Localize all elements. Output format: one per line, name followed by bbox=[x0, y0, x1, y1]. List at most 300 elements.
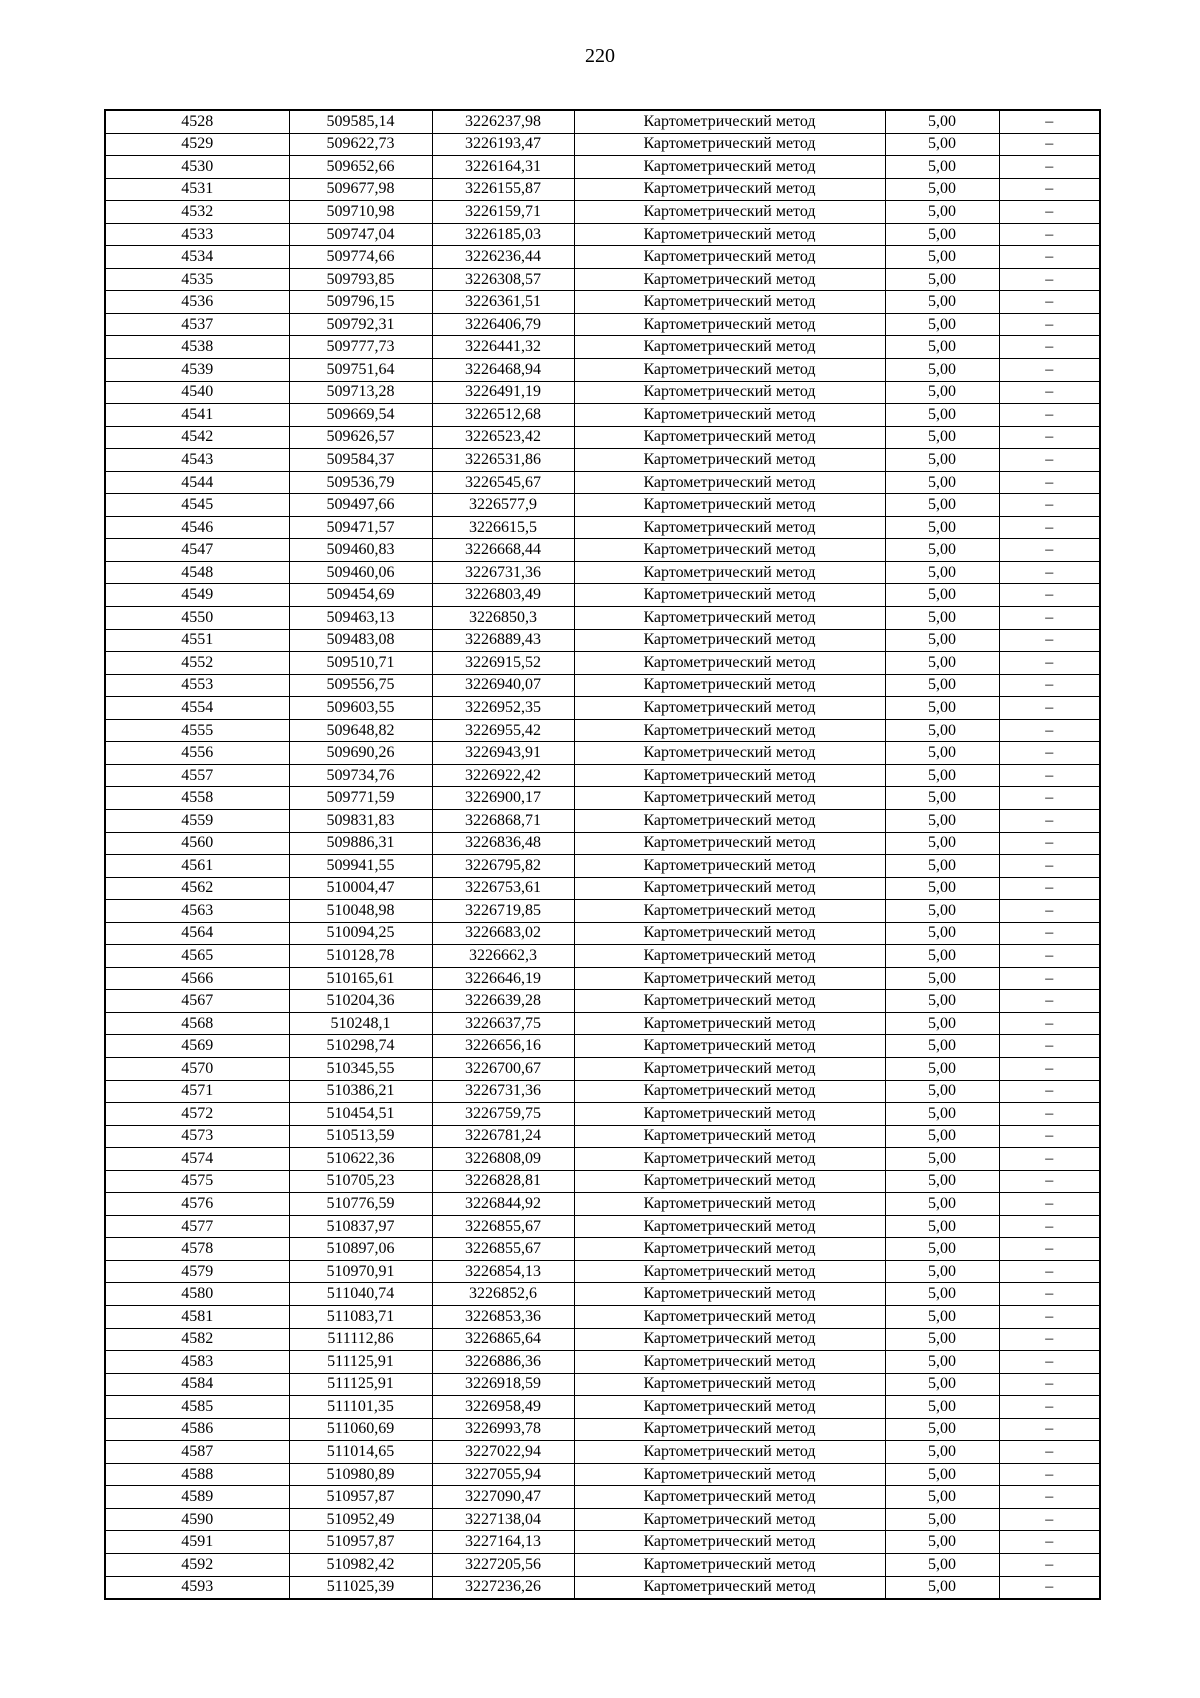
y-coordinate-cell: 3226155,87 bbox=[432, 178, 574, 201]
y-coordinate-cell: 3226836,48 bbox=[432, 832, 574, 855]
table-row bbox=[105, 809, 1100, 832]
y-coordinate-cell: 3226441,32 bbox=[432, 336, 574, 359]
point-number-cell: 4535 bbox=[105, 268, 289, 291]
description-cell: – bbox=[999, 381, 1100, 404]
y-coordinate-cell: 3226759,75 bbox=[432, 1103, 574, 1126]
accuracy-cell: 5,00 bbox=[885, 1305, 999, 1328]
accuracy-cell: 5,00 bbox=[885, 426, 999, 449]
x-coordinate-cell: 509771,59 bbox=[289, 787, 432, 810]
point-number-cell: 4589 bbox=[105, 1486, 289, 1509]
accuracy-cell: 5,00 bbox=[885, 471, 999, 494]
table-row bbox=[105, 1418, 1100, 1441]
description-cell: – bbox=[999, 855, 1100, 878]
x-coordinate-cell: 509886,31 bbox=[289, 832, 432, 855]
point-number-cell: 4583 bbox=[105, 1351, 289, 1374]
description-cell: – bbox=[999, 359, 1100, 382]
description-cell: – bbox=[999, 110, 1100, 133]
accuracy-cell: 5,00 bbox=[885, 359, 999, 382]
accuracy-cell: 5,00 bbox=[885, 494, 999, 517]
method-cell: Картометрический метод bbox=[574, 1305, 885, 1328]
accuracy-cell: 5,00 bbox=[885, 1125, 999, 1148]
method-cell: Картометрический метод bbox=[574, 674, 885, 697]
method-cell: Картометрический метод bbox=[574, 494, 885, 517]
method-cell: Картометрический метод bbox=[574, 110, 885, 133]
method-cell: Картометрический метод bbox=[574, 471, 885, 494]
accuracy-cell: 5,00 bbox=[885, 719, 999, 742]
description-cell: – bbox=[999, 1035, 1100, 1058]
point-number-cell: 4588 bbox=[105, 1463, 289, 1486]
point-number-cell: 4579 bbox=[105, 1260, 289, 1283]
y-coordinate-cell: 3226854,13 bbox=[432, 1260, 574, 1283]
accuracy-cell: 5,00 bbox=[885, 697, 999, 720]
accuracy-cell: 5,00 bbox=[885, 1576, 999, 1599]
accuracy-cell: 5,00 bbox=[885, 967, 999, 990]
y-coordinate-cell: 3226828,81 bbox=[432, 1170, 574, 1193]
x-coordinate-cell: 509796,15 bbox=[289, 291, 432, 314]
description-cell: – bbox=[999, 1418, 1100, 1441]
accuracy-cell: 5,00 bbox=[885, 990, 999, 1013]
y-coordinate-cell: 3226940,07 bbox=[432, 674, 574, 697]
point-number-cell: 4559 bbox=[105, 809, 289, 832]
table-row bbox=[105, 764, 1100, 787]
method-cell: Картометрический метод bbox=[574, 1170, 885, 1193]
method-cell: Картометрический метод bbox=[574, 900, 885, 923]
description-cell: – bbox=[999, 652, 1100, 675]
y-coordinate-cell: 3226185,03 bbox=[432, 223, 574, 246]
accuracy-cell: 5,00 bbox=[885, 449, 999, 472]
x-coordinate-cell: 511025,39 bbox=[289, 1576, 432, 1599]
table-row bbox=[105, 832, 1100, 855]
y-coordinate-cell: 3226668,44 bbox=[432, 539, 574, 562]
point-number-cell: 4548 bbox=[105, 561, 289, 584]
y-coordinate-cell: 3226193,47 bbox=[432, 133, 574, 156]
description-cell: – bbox=[999, 1283, 1100, 1306]
point-number-cell: 4540 bbox=[105, 381, 289, 404]
table-row bbox=[105, 742, 1100, 765]
accuracy-cell: 5,00 bbox=[885, 133, 999, 156]
accuracy-cell: 5,00 bbox=[885, 313, 999, 336]
description-cell: – bbox=[999, 1463, 1100, 1486]
point-number-cell: 4556 bbox=[105, 742, 289, 765]
point-number-cell: 4533 bbox=[105, 223, 289, 246]
description-cell: – bbox=[999, 990, 1100, 1013]
x-coordinate-cell: 509690,26 bbox=[289, 742, 432, 765]
method-cell: Картометрический метод bbox=[574, 539, 885, 562]
point-number-cell: 4552 bbox=[105, 652, 289, 675]
point-number-cell: 4555 bbox=[105, 719, 289, 742]
y-coordinate-cell: 3226850,3 bbox=[432, 607, 574, 630]
accuracy-cell: 5,00 bbox=[885, 922, 999, 945]
description-cell: – bbox=[999, 1576, 1100, 1599]
description-cell: – bbox=[999, 246, 1100, 269]
y-coordinate-cell: 3226855,67 bbox=[432, 1215, 574, 1238]
y-coordinate-cell: 3226886,36 bbox=[432, 1351, 574, 1374]
x-coordinate-cell: 509454,69 bbox=[289, 584, 432, 607]
x-coordinate-cell: 509584,37 bbox=[289, 449, 432, 472]
point-number-cell: 4567 bbox=[105, 990, 289, 1013]
point-number-cell: 4584 bbox=[105, 1373, 289, 1396]
point-number-cell: 4528 bbox=[105, 110, 289, 133]
description-cell: – bbox=[999, 742, 1100, 765]
accuracy-cell: 5,00 bbox=[885, 1012, 999, 1035]
x-coordinate-cell: 510204,36 bbox=[289, 990, 432, 1013]
accuracy-cell: 5,00 bbox=[885, 1238, 999, 1261]
point-number-cell: 4585 bbox=[105, 1396, 289, 1419]
table-row bbox=[105, 697, 1100, 720]
accuracy-cell: 5,00 bbox=[885, 1215, 999, 1238]
description-cell: – bbox=[999, 1193, 1100, 1216]
point-number-cell: 4539 bbox=[105, 359, 289, 382]
coordinates-table bbox=[104, 109, 1101, 1600]
accuracy-cell: 5,00 bbox=[885, 268, 999, 291]
table-row bbox=[105, 516, 1100, 539]
method-cell: Картометрический метод bbox=[574, 1080, 885, 1103]
description-cell: – bbox=[999, 404, 1100, 427]
accuracy-cell: 5,00 bbox=[885, 1260, 999, 1283]
x-coordinate-cell: 509556,75 bbox=[289, 674, 432, 697]
accuracy-cell: 5,00 bbox=[885, 1486, 999, 1509]
table-row bbox=[105, 1305, 1100, 1328]
point-number-cell: 4563 bbox=[105, 900, 289, 923]
table-row bbox=[105, 449, 1100, 472]
point-number-cell: 4545 bbox=[105, 494, 289, 517]
table-row bbox=[105, 1463, 1100, 1486]
description-cell: – bbox=[999, 1012, 1100, 1035]
table-row bbox=[105, 1441, 1100, 1464]
point-number-cell: 4558 bbox=[105, 787, 289, 810]
x-coordinate-cell: 510094,25 bbox=[289, 922, 432, 945]
description-cell: – bbox=[999, 607, 1100, 630]
table-row bbox=[105, 967, 1100, 990]
x-coordinate-cell: 510957,87 bbox=[289, 1486, 432, 1509]
table-row bbox=[105, 607, 1100, 630]
method-cell: Картометрический метод bbox=[574, 629, 885, 652]
table-row bbox=[105, 629, 1100, 652]
accuracy-cell: 5,00 bbox=[885, 539, 999, 562]
method-cell: Картометрический метод bbox=[574, 246, 885, 269]
method-cell: Картометрический метод bbox=[574, 1238, 885, 1261]
method-cell: Картометрический метод bbox=[574, 1148, 885, 1171]
x-coordinate-cell: 509460,83 bbox=[289, 539, 432, 562]
accuracy-cell: 5,00 bbox=[885, 877, 999, 900]
x-coordinate-cell: 509536,79 bbox=[289, 471, 432, 494]
accuracy-cell: 5,00 bbox=[885, 1328, 999, 1351]
accuracy-cell: 5,00 bbox=[885, 381, 999, 404]
y-coordinate-cell: 3227205,56 bbox=[432, 1554, 574, 1577]
point-number-cell: 4543 bbox=[105, 449, 289, 472]
method-cell: Картометрический метод bbox=[574, 1125, 885, 1148]
x-coordinate-cell: 510897,06 bbox=[289, 1238, 432, 1261]
accuracy-cell: 5,00 bbox=[885, 674, 999, 697]
x-coordinate-cell: 509792,31 bbox=[289, 313, 432, 336]
accuracy-cell: 5,00 bbox=[885, 1283, 999, 1306]
table-row bbox=[105, 1508, 1100, 1531]
x-coordinate-cell: 510980,89 bbox=[289, 1463, 432, 1486]
accuracy-cell: 5,00 bbox=[885, 1508, 999, 1531]
x-coordinate-cell: 509710,98 bbox=[289, 201, 432, 224]
x-coordinate-cell: 509510,71 bbox=[289, 652, 432, 675]
description-cell: – bbox=[999, 1441, 1100, 1464]
point-number-cell: 4564 bbox=[105, 922, 289, 945]
y-coordinate-cell: 3226803,49 bbox=[432, 584, 574, 607]
table-row bbox=[105, 110, 1100, 133]
y-coordinate-cell: 3226868,71 bbox=[432, 809, 574, 832]
y-coordinate-cell: 3226900,17 bbox=[432, 787, 574, 810]
x-coordinate-cell: 509497,66 bbox=[289, 494, 432, 517]
accuracy-cell: 5,00 bbox=[885, 1351, 999, 1374]
x-coordinate-cell: 511101,35 bbox=[289, 1396, 432, 1419]
accuracy-cell: 5,00 bbox=[885, 404, 999, 427]
point-number-cell: 4546 bbox=[105, 516, 289, 539]
x-coordinate-cell: 509793,85 bbox=[289, 268, 432, 291]
description-cell: – bbox=[999, 1486, 1100, 1509]
y-coordinate-cell: 3226237,98 bbox=[432, 110, 574, 133]
x-coordinate-cell: 509669,54 bbox=[289, 404, 432, 427]
accuracy-cell: 5,00 bbox=[885, 652, 999, 675]
x-coordinate-cell: 510248,1 bbox=[289, 1012, 432, 1035]
accuracy-cell: 5,00 bbox=[885, 246, 999, 269]
table-row bbox=[105, 1215, 1100, 1238]
table-row bbox=[105, 359, 1100, 382]
method-cell: Картометрический метод bbox=[574, 742, 885, 765]
x-coordinate-cell: 509774,66 bbox=[289, 246, 432, 269]
description-cell: – bbox=[999, 561, 1100, 584]
point-number-cell: 4580 bbox=[105, 1283, 289, 1306]
y-coordinate-cell: 3226491,19 bbox=[432, 381, 574, 404]
table-row bbox=[105, 1486, 1100, 1509]
point-number-cell: 4586 bbox=[105, 1418, 289, 1441]
y-coordinate-cell: 3226731,36 bbox=[432, 561, 574, 584]
method-cell: Картометрический метод bbox=[574, 1441, 885, 1464]
x-coordinate-cell: 509734,76 bbox=[289, 764, 432, 787]
point-number-cell: 4582 bbox=[105, 1328, 289, 1351]
accuracy-cell: 5,00 bbox=[885, 742, 999, 765]
table-row bbox=[105, 539, 1100, 562]
table-row bbox=[105, 990, 1100, 1013]
accuracy-cell: 5,00 bbox=[885, 764, 999, 787]
table-row bbox=[105, 426, 1100, 449]
y-coordinate-cell: 3226731,36 bbox=[432, 1080, 574, 1103]
method-cell: Картометрический метод bbox=[574, 832, 885, 855]
y-coordinate-cell: 3226958,49 bbox=[432, 1396, 574, 1419]
page-number: 220 bbox=[585, 45, 615, 67]
method-cell: Картометрический метод bbox=[574, 201, 885, 224]
table-row bbox=[105, 945, 1100, 968]
method-cell: Картометрический метод bbox=[574, 1057, 885, 1080]
description-cell: – bbox=[999, 922, 1100, 945]
x-coordinate-cell: 511040,74 bbox=[289, 1283, 432, 1306]
point-number-cell: 4544 bbox=[105, 471, 289, 494]
accuracy-cell: 5,00 bbox=[885, 809, 999, 832]
table-row bbox=[105, 1193, 1100, 1216]
point-number-cell: 4541 bbox=[105, 404, 289, 427]
accuracy-cell: 5,00 bbox=[885, 945, 999, 968]
y-coordinate-cell: 3227090,47 bbox=[432, 1486, 574, 1509]
point-number-cell: 4557 bbox=[105, 764, 289, 787]
table-row bbox=[105, 381, 1100, 404]
description-cell: – bbox=[999, 291, 1100, 314]
y-coordinate-cell: 3226639,28 bbox=[432, 990, 574, 1013]
method-cell: Картометрический метод bbox=[574, 945, 885, 968]
method-cell: Картометрический метод bbox=[574, 1103, 885, 1126]
accuracy-cell: 5,00 bbox=[885, 1035, 999, 1058]
x-coordinate-cell: 509603,55 bbox=[289, 697, 432, 720]
method-cell: Картометрический метод bbox=[574, 313, 885, 336]
description-cell: – bbox=[999, 719, 1100, 742]
x-coordinate-cell: 510048,98 bbox=[289, 900, 432, 923]
point-number-cell: 4590 bbox=[105, 1508, 289, 1531]
y-coordinate-cell: 3226781,24 bbox=[432, 1125, 574, 1148]
x-coordinate-cell: 509713,28 bbox=[289, 381, 432, 404]
y-coordinate-cell: 3226852,6 bbox=[432, 1283, 574, 1306]
description-cell: – bbox=[999, 1238, 1100, 1261]
table-row bbox=[105, 291, 1100, 314]
accuracy-cell: 5,00 bbox=[885, 787, 999, 810]
y-coordinate-cell: 3226719,85 bbox=[432, 900, 574, 923]
y-coordinate-cell: 3226531,86 bbox=[432, 449, 574, 472]
description-cell: – bbox=[999, 764, 1100, 787]
y-coordinate-cell: 3226922,42 bbox=[432, 764, 574, 787]
description-cell: – bbox=[999, 268, 1100, 291]
point-number-cell: 4561 bbox=[105, 855, 289, 878]
y-coordinate-cell: 3226915,52 bbox=[432, 652, 574, 675]
description-cell: – bbox=[999, 494, 1100, 517]
x-coordinate-cell: 509471,57 bbox=[289, 516, 432, 539]
y-coordinate-cell: 3226952,35 bbox=[432, 697, 574, 720]
accuracy-cell: 5,00 bbox=[885, 561, 999, 584]
y-coordinate-cell: 3226468,94 bbox=[432, 359, 574, 382]
table-row bbox=[105, 561, 1100, 584]
y-coordinate-cell: 3227164,13 bbox=[432, 1531, 574, 1554]
description-cell: – bbox=[999, 1531, 1100, 1554]
point-number-cell: 4565 bbox=[105, 945, 289, 968]
accuracy-cell: 5,00 bbox=[885, 516, 999, 539]
x-coordinate-cell: 509677,98 bbox=[289, 178, 432, 201]
y-coordinate-cell: 3226865,64 bbox=[432, 1328, 574, 1351]
description-cell: – bbox=[999, 1305, 1100, 1328]
point-number-cell: 4553 bbox=[105, 674, 289, 697]
description-cell: – bbox=[999, 900, 1100, 923]
table-row bbox=[105, 1238, 1100, 1261]
x-coordinate-cell: 509622,73 bbox=[289, 133, 432, 156]
table-row bbox=[105, 404, 1100, 427]
x-coordinate-cell: 510982,42 bbox=[289, 1554, 432, 1577]
method-cell: Картометрический метод bbox=[574, 1486, 885, 1509]
table-row bbox=[105, 900, 1100, 923]
y-coordinate-cell: 3226955,42 bbox=[432, 719, 574, 742]
x-coordinate-cell: 511060,69 bbox=[289, 1418, 432, 1441]
coordinates-table-body bbox=[105, 110, 1100, 1599]
table-row bbox=[105, 223, 1100, 246]
method-cell: Картометрический метод bbox=[574, 607, 885, 630]
accuracy-cell: 5,00 bbox=[885, 156, 999, 179]
point-number-cell: 4529 bbox=[105, 133, 289, 156]
accuracy-cell: 5,00 bbox=[885, 1396, 999, 1419]
accuracy-cell: 5,00 bbox=[885, 1103, 999, 1126]
table-row bbox=[105, 268, 1100, 291]
method-cell: Картометрический метод bbox=[574, 1396, 885, 1419]
x-coordinate-cell: 510952,49 bbox=[289, 1508, 432, 1531]
table-row bbox=[105, 877, 1100, 900]
y-coordinate-cell: 3226159,71 bbox=[432, 201, 574, 224]
description-cell: – bbox=[999, 1125, 1100, 1148]
x-coordinate-cell: 509648,82 bbox=[289, 719, 432, 742]
y-coordinate-cell: 3226164,31 bbox=[432, 156, 574, 179]
point-number-cell: 4576 bbox=[105, 1193, 289, 1216]
x-coordinate-cell: 511112,86 bbox=[289, 1328, 432, 1351]
description-cell: – bbox=[999, 539, 1100, 562]
table-row bbox=[105, 156, 1100, 179]
method-cell: Картометрический метод bbox=[574, 1373, 885, 1396]
point-number-cell: 4538 bbox=[105, 336, 289, 359]
point-number-cell: 4547 bbox=[105, 539, 289, 562]
x-coordinate-cell: 510128,78 bbox=[289, 945, 432, 968]
y-coordinate-cell: 3226361,51 bbox=[432, 291, 574, 314]
x-coordinate-cell: 509777,73 bbox=[289, 336, 432, 359]
x-coordinate-cell: 510957,87 bbox=[289, 1531, 432, 1554]
table-row bbox=[105, 1531, 1100, 1554]
method-cell: Картометрический метод bbox=[574, 381, 885, 404]
description-cell: – bbox=[999, 449, 1100, 472]
table-row bbox=[105, 471, 1100, 494]
accuracy-cell: 5,00 bbox=[885, 1193, 999, 1216]
x-coordinate-cell: 511125,91 bbox=[289, 1351, 432, 1374]
description-cell: – bbox=[999, 967, 1100, 990]
accuracy-cell: 5,00 bbox=[885, 1373, 999, 1396]
accuracy-cell: 5,00 bbox=[885, 223, 999, 246]
description-cell: – bbox=[999, 516, 1100, 539]
method-cell: Картометрический метод bbox=[574, 449, 885, 472]
table-row bbox=[105, 1328, 1100, 1351]
x-coordinate-cell: 509626,57 bbox=[289, 426, 432, 449]
y-coordinate-cell: 3226637,75 bbox=[432, 1012, 574, 1035]
table-row bbox=[105, 1170, 1100, 1193]
point-number-cell: 4532 bbox=[105, 201, 289, 224]
description-cell: – bbox=[999, 336, 1100, 359]
method-cell: Картометрический метод bbox=[574, 719, 885, 742]
point-number-cell: 4536 bbox=[105, 291, 289, 314]
accuracy-cell: 5,00 bbox=[885, 201, 999, 224]
description-cell: – bbox=[999, 877, 1100, 900]
table-row bbox=[105, 1035, 1100, 1058]
point-number-cell: 4574 bbox=[105, 1148, 289, 1171]
x-coordinate-cell: 509831,83 bbox=[289, 809, 432, 832]
x-coordinate-cell: 510165,61 bbox=[289, 967, 432, 990]
description-cell: – bbox=[999, 1554, 1100, 1577]
accuracy-cell: 5,00 bbox=[885, 1148, 999, 1171]
point-number-cell: 4591 bbox=[105, 1531, 289, 1554]
method-cell: Картометрический метод bbox=[574, 426, 885, 449]
point-number-cell: 4592 bbox=[105, 1554, 289, 1577]
method-cell: Картометрический метод bbox=[574, 787, 885, 810]
point-number-cell: 4581 bbox=[105, 1305, 289, 1328]
x-coordinate-cell: 509652,66 bbox=[289, 156, 432, 179]
method-cell: Картометрический метод bbox=[574, 1531, 885, 1554]
point-number-cell: 4578 bbox=[105, 1238, 289, 1261]
accuracy-cell: 5,00 bbox=[885, 1554, 999, 1577]
description-cell: – bbox=[999, 1373, 1100, 1396]
method-cell: Картометрический метод bbox=[574, 223, 885, 246]
y-coordinate-cell: 3226683,02 bbox=[432, 922, 574, 945]
description-cell: – bbox=[999, 674, 1100, 697]
x-coordinate-cell: 510776,59 bbox=[289, 1193, 432, 1216]
table-row bbox=[105, 584, 1100, 607]
table-row bbox=[105, 1125, 1100, 1148]
table-row bbox=[105, 1373, 1100, 1396]
table-row bbox=[105, 246, 1100, 269]
description-cell: – bbox=[999, 1148, 1100, 1171]
y-coordinate-cell: 3227055,94 bbox=[432, 1463, 574, 1486]
